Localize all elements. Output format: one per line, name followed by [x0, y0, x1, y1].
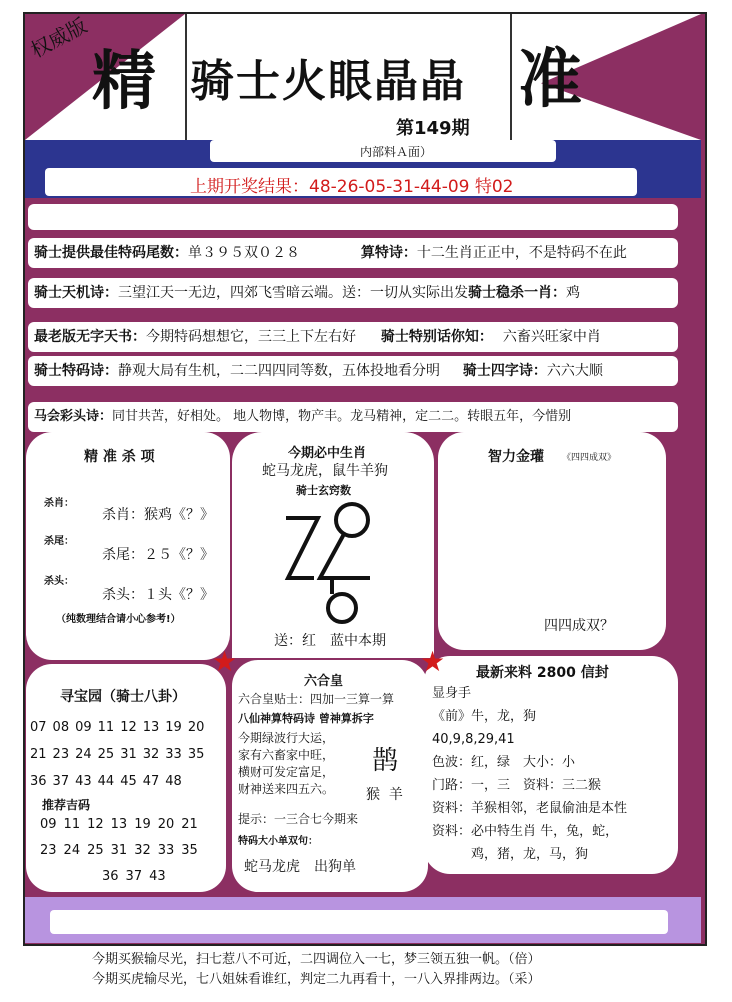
- info-row-5: [28, 402, 678, 432]
- iq-title: 智力金瓘: [488, 449, 544, 465]
- kill-head-value: 杀头：１头《？》: [102, 587, 214, 603]
- liuhe-char-big: 鹊: [372, 746, 399, 776]
- row3-label-b: 骑士特别话你知：: [380, 329, 493, 345]
- row4-label-b: 骑士四字诗：: [462, 363, 547, 379]
- row3-text-b: 六畜兴旺家中肖: [502, 329, 601, 345]
- treasure-row: [30, 768, 224, 795]
- latest-line: 资料：羊猴相邻，老鼠偷油是本性: [432, 801, 628, 816]
- row5-label-a: 马会彩头诗：: [34, 409, 113, 424]
- latest-line: 40,9,8,29,41: [432, 732, 515, 747]
- poem-line: 家有六畜家中旺，: [238, 748, 335, 762]
- liuhe-tip: 六合皇贴士：四加一三算一算: [238, 692, 395, 706]
- number: 31: [110, 843, 128, 858]
- row5-text-a: 同甘共苦，好相处。 地人物博，物产丰。龙马精神，定二二。转眼五年，今惜别: [112, 409, 572, 424]
- kill-zodiac-value: 杀肖：猴鸡《？》: [102, 507, 214, 523]
- latest-line: 色波：红，绿 大小：小: [432, 755, 576, 770]
- row3-text-a: 今期特码想想它，三三上下左右好: [146, 329, 356, 345]
- recommend-row: [40, 838, 224, 864]
- treasure-numbers: [30, 714, 224, 795]
- poem-line: 横财可发定富足，: [238, 765, 335, 779]
- page-title: 骑士火眼晶晶: [190, 56, 466, 107]
- number: 43: [75, 774, 92, 789]
- footer-blank-bar: [50, 910, 668, 934]
- number: 13: [142, 720, 160, 735]
- cipher-title: 骑士玄窍数: [296, 484, 351, 497]
- number: 36: [30, 774, 47, 789]
- blank-bar: [28, 204, 678, 230]
- liuhe-box: [232, 660, 428, 892]
- latest-line: 《前》牛，龙，狗: [432, 709, 537, 724]
- kill-tail-value: 杀尾：２５《？》: [102, 547, 214, 563]
- latest-line: 门路：一，三 资料：三二猴: [432, 778, 602, 793]
- must-send: 送：红 蓝中本期: [274, 633, 386, 649]
- number: 19: [165, 720, 182, 735]
- number: 23: [52, 747, 70, 762]
- number: 12: [120, 720, 137, 735]
- number: 24: [75, 747, 92, 762]
- number: 07: [30, 720, 47, 735]
- latest-lines: [432, 682, 676, 866]
- row2-label-b: 骑士稳杀一肖：: [468, 285, 566, 301]
- kill-box: [26, 432, 230, 660]
- number: 32: [142, 747, 160, 762]
- number: 25: [87, 843, 104, 858]
- liuhe-chars-small: 猴 羊: [366, 787, 403, 803]
- number: 35: [181, 843, 198, 858]
- recommend-row: [40, 812, 224, 838]
- number: 20: [157, 817, 175, 832]
- issue-number: 第149期: [396, 118, 470, 139]
- footer-line-2: 今期买虎输尽光，七八姐妹看谁红，判定二九再看十，一八入界排两边。（采）: [92, 972, 541, 987]
- treasure-box: [26, 664, 226, 892]
- char-right: 准: [518, 42, 582, 117]
- number: 37: [52, 774, 70, 789]
- number: 20: [187, 720, 205, 735]
- latest-box: [424, 656, 678, 874]
- number: 36: [102, 869, 119, 884]
- number: 09: [75, 720, 92, 735]
- latest-line: 鸡，猪，龙，马，狗: [432, 847, 589, 862]
- liuhe-title: 六合皇: [304, 674, 344, 689]
- latest-title: 最新来料 2800 信封: [476, 665, 609, 681]
- kill-title: 精 准 杀 项: [84, 449, 155, 465]
- star-icon: ★: [420, 645, 446, 678]
- iq-answer: 四四成双？: [544, 618, 614, 634]
- iq-box: [438, 432, 666, 650]
- liuhe-subtitle: 八仙神算特码诗 曾神算拆字: [238, 712, 374, 725]
- number: 47: [142, 774, 160, 789]
- row2-text-a: 三望江天一无边，四郊飞雪暗云端。送：一切从实际出发: [118, 285, 468, 301]
- number: 21: [30, 747, 47, 762]
- number: 09: [40, 817, 57, 832]
- recommend-title: 推荐吉码: [42, 798, 91, 812]
- info-row-1: [28, 238, 678, 268]
- number: 33: [165, 747, 182, 762]
- row2-label-a: 骑士天机诗：: [34, 285, 118, 301]
- row1-text-b: 十二生肖正正中，不是特码不在此: [416, 245, 627, 261]
- info-row-2: [28, 278, 678, 308]
- number: 44: [97, 774, 115, 789]
- star-icon: ★: [212, 645, 238, 678]
- treasure-row: [30, 714, 224, 741]
- number: 08: [52, 720, 70, 735]
- kill-head-label: 杀头：: [44, 576, 74, 587]
- number: 25: [97, 747, 115, 762]
- number: 43: [149, 869, 166, 884]
- liuhe-hint: 提示：一三合七今期来: [238, 812, 359, 826]
- treasure-title: 寻宝园（骑士八卦）: [60, 689, 186, 705]
- number: 35: [187, 747, 205, 762]
- latest-line: 资料：必中特生肖 牛，兔，蛇，: [432, 824, 619, 839]
- number: 13: [110, 817, 128, 832]
- kill-tail-label: 杀尾：: [44, 536, 74, 547]
- row1-label-b: 算特诗：: [360, 245, 417, 261]
- must-box: [232, 432, 434, 658]
- number: 37: [125, 869, 143, 884]
- number: 32: [134, 843, 151, 858]
- iq-note: 《四四成双》: [562, 453, 617, 463]
- treasure-row: [30, 741, 224, 768]
- row3-label-a: 最老版无字天书：: [34, 329, 146, 345]
- header-divider-left: [185, 14, 187, 140]
- liuhe-poem: [238, 730, 334, 798]
- number: 48: [165, 774, 182, 789]
- last-result: 上期开奖结果：48-26-05-31-44-09 特02: [190, 177, 514, 197]
- number: 11: [97, 720, 115, 735]
- footer-line-1: 今期买猴输尽光，扫七惹八不可近，二四调位入一七，梦三领五独一帆。（倍）: [92, 952, 541, 967]
- number: 24: [63, 843, 81, 858]
- row1-text-a: 单３９５双０２８: [188, 245, 300, 261]
- char-left: 精: [92, 44, 156, 119]
- number: 11: [63, 817, 81, 832]
- cipher-glyph: [274, 498, 374, 628]
- recommend-row: [40, 864, 224, 890]
- kill-zodiac-label: 杀肖：: [44, 498, 74, 509]
- number: 45: [120, 774, 137, 789]
- row2-text-b: 鸡: [566, 285, 580, 301]
- number: 31: [120, 747, 137, 762]
- row1-label-a: 骑士提供最佳特码尾数：: [34, 245, 188, 261]
- number: 19: [134, 817, 151, 832]
- number: 12: [87, 817, 104, 832]
- poem-line: 今期绿波行大运，: [238, 731, 335, 745]
- info-row-3: [28, 322, 678, 352]
- header-divider-right: [510, 14, 512, 140]
- badge-authoritative: 权威版: [26, 13, 91, 63]
- recommend-numbers: [40, 812, 224, 890]
- number: 33: [157, 843, 175, 858]
- sub-note: 内部料Ａ面）: [360, 145, 433, 159]
- row4-label-a: 骑士特码诗：: [34, 363, 118, 379]
- latest-line: 显身手: [432, 686, 472, 701]
- info-row-4: [28, 356, 678, 386]
- number: 21: [181, 817, 198, 832]
- must-title: 今期必中生肖: [288, 446, 367, 461]
- liuhe-bigsmall-label: 特码大小单双句：: [238, 836, 318, 847]
- must-zodiac: 蛇马龙虎，鼠牛羊狗: [262, 463, 388, 479]
- number: 23: [40, 843, 57, 858]
- poem-line: 财神送来四五六。: [238, 782, 335, 796]
- row4-text-a: 静观大局有生机，二二四四同等数，五体投地看分明: [118, 363, 440, 379]
- liuhe-answer: 蛇马龙虎 出狗单: [244, 859, 356, 875]
- row4-text-b: 六六大顺: [546, 363, 603, 379]
- kill-note: （纯数理结合请小心参考!）: [56, 614, 181, 625]
